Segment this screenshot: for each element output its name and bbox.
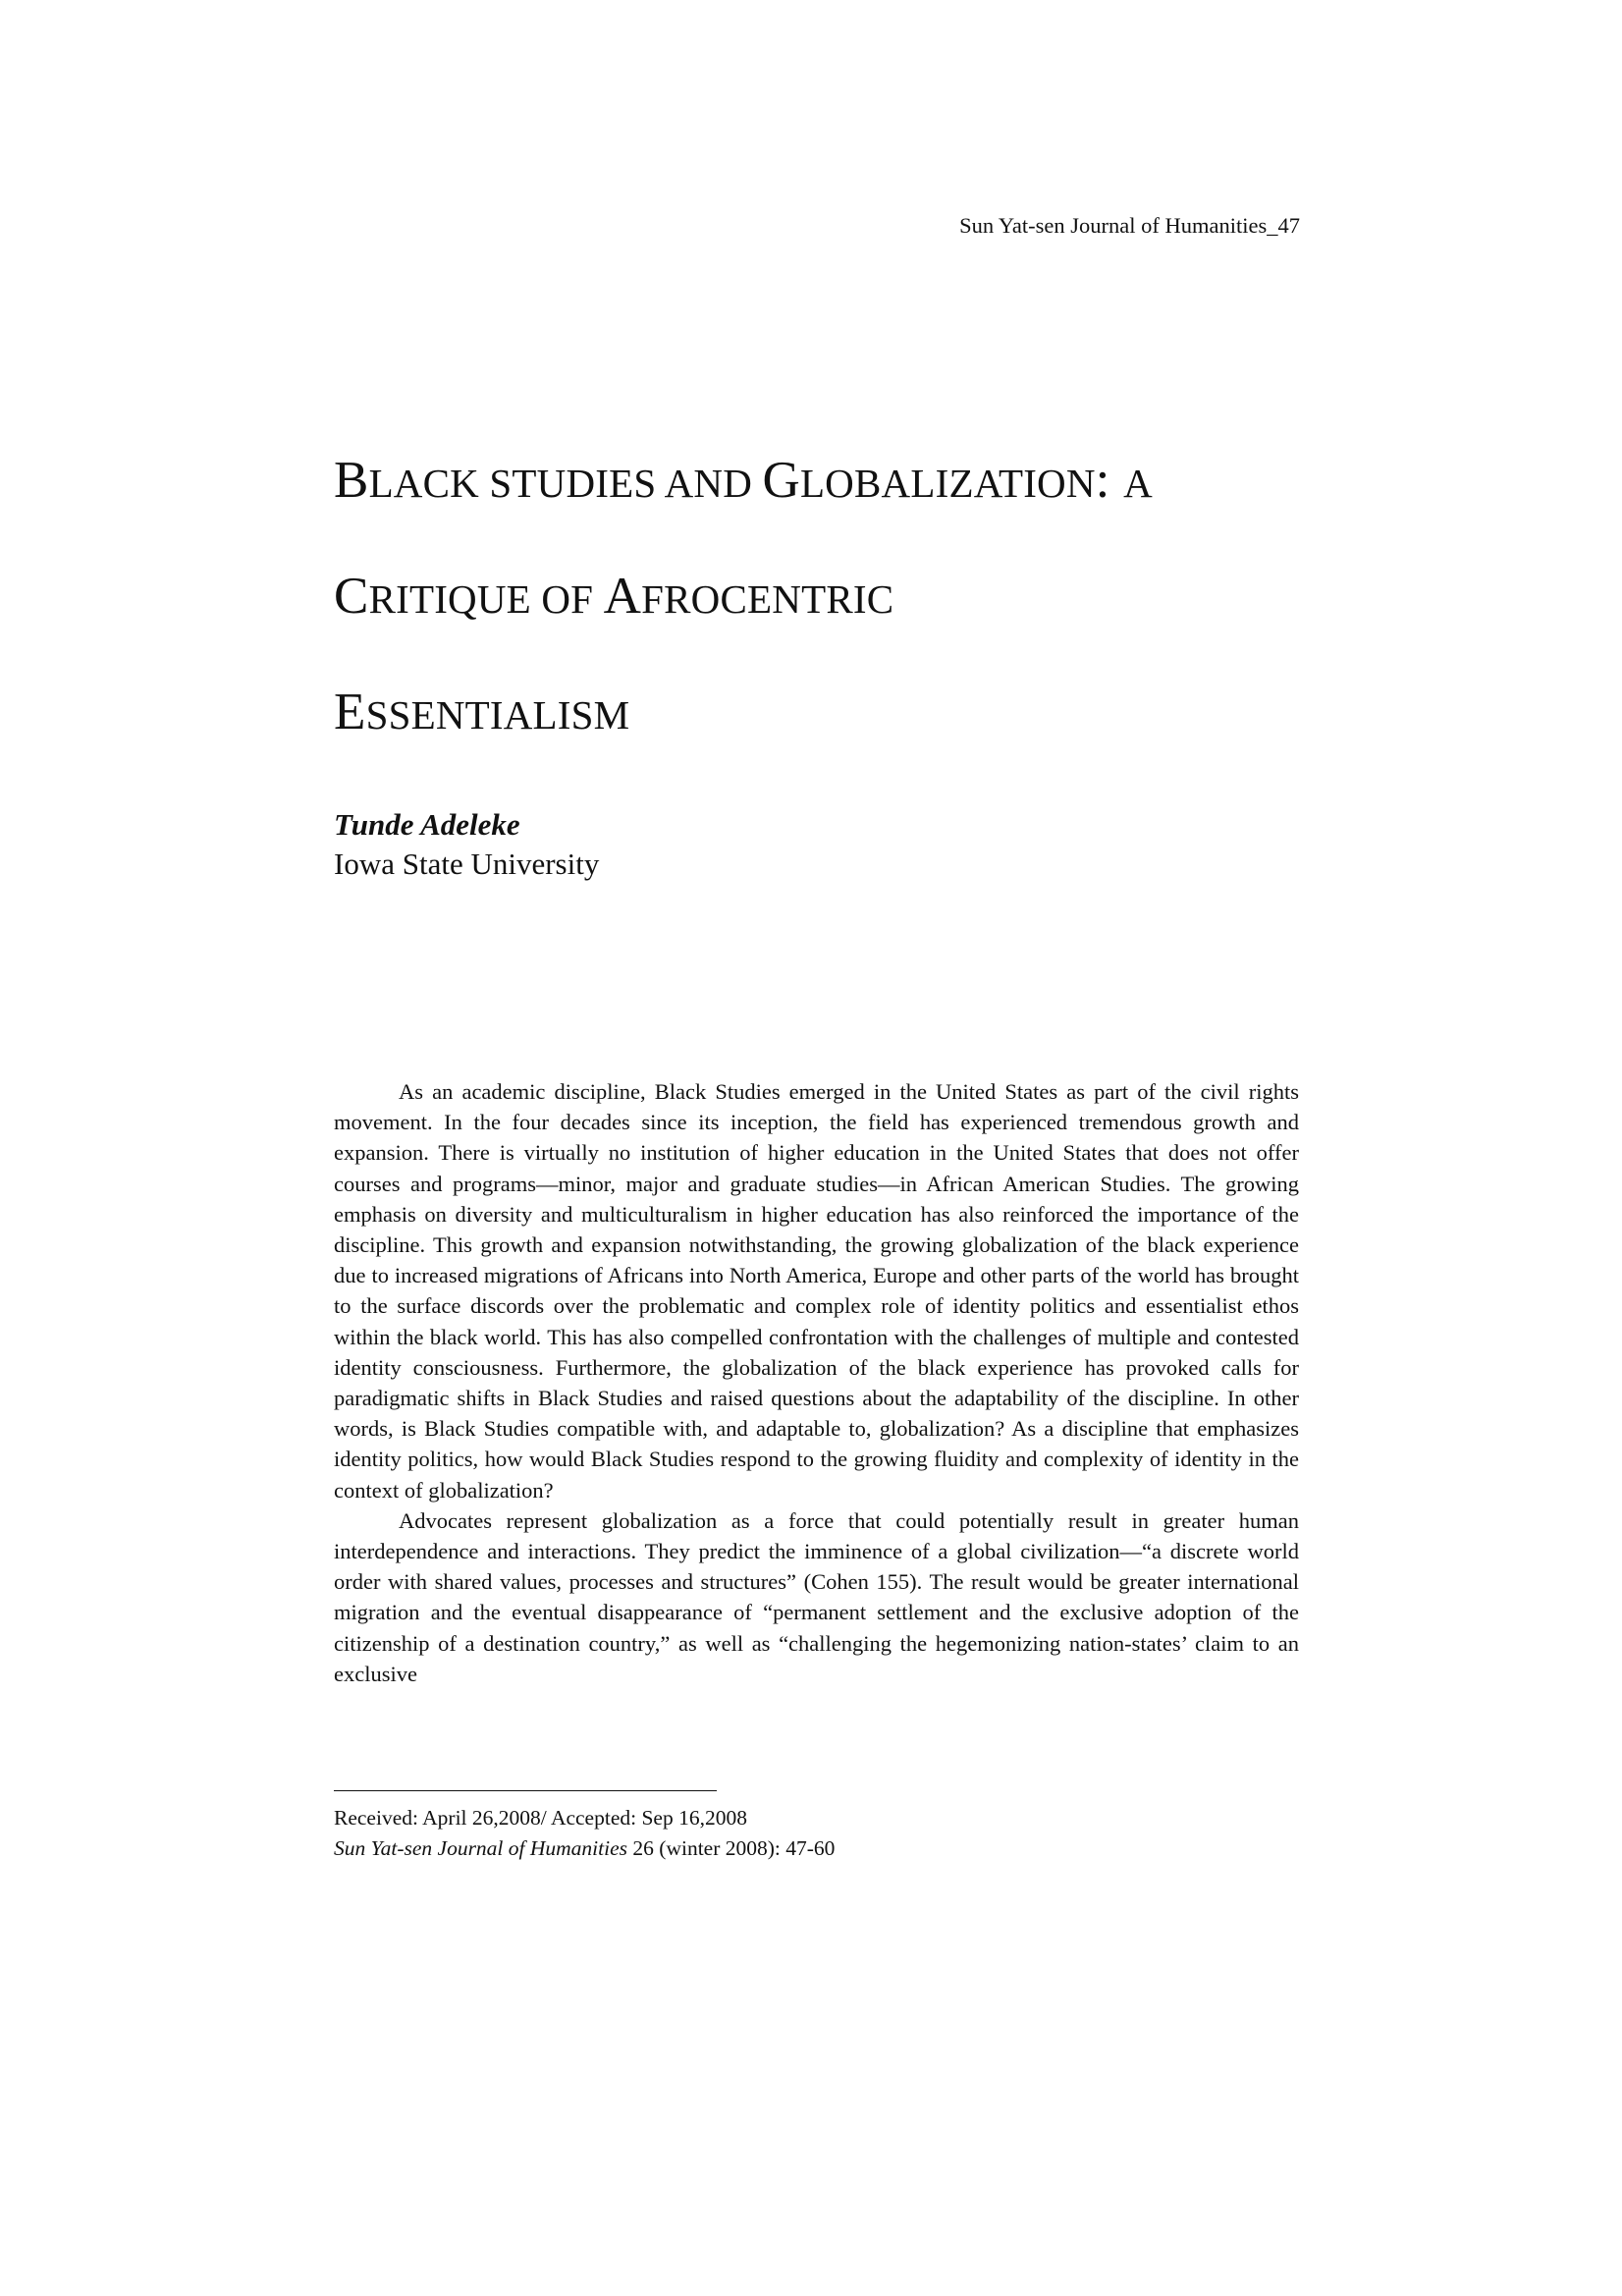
title-line: [334, 656, 1316, 772]
title-small-caps: LACK STUDIES AND: [368, 461, 763, 506]
title-cap: G: [762, 452, 800, 509]
title-small-caps: FROCENTRIC: [641, 576, 894, 622]
title-small-caps: LOBALIZATION: [799, 461, 1096, 506]
title-cap: B: [334, 452, 369, 509]
footnote: [334, 1803, 835, 1864]
title-small-caps: A: [1123, 461, 1153, 506]
body-paragraph: As an academic discipline, Black Studies emerged in the United States as part of the civil rights movement. In the four decades since its inception, the field has experienced tremendous growth and expansion. There is virtually no institution of higher education in the United States that does not offer courses and programs—minor, major and graduate studies—in African American Studies. The growing emphasis on diversity and multiculturalism in higher education has also reinforced the importance of the discipline. This growth and expansion notwithstanding, the growing globalization of the black experience due to increased migrations of Africans into North America, Europe and other parts of the world has brought to the surface discords over the problematic and complex role of identity politics and essentialist ethos within the black world. This has also compelled confrontation with the challenges of multiple and contested identity consciousness. Furthermore, the globalization of the black experience has provoked calls for paradigmatic shifts in Black Studies and raised questions about the adaptability of the discipline. In other words, is Black Studies compatible with, and adaptable to, globalization? As a discipline that emphasizes identity politics, how would Black Studies respond to the growing fluidity and complexity of identity in the context of globalization?: [334, 1079, 1299, 1503]
title-line: [334, 424, 1316, 540]
article-body: [334, 1076, 1299, 1689]
title-cap: C: [334, 568, 369, 625]
citation-details: 26 (winter 2008): 47-60: [627, 1836, 836, 1860]
body-paragraph: Advocates represent globalization as a force that could potentially result in greater human interdependence and interactions. They predict the imminence of a global civilization—“a discrete world order with shared values, processes and structures” (Cohen 155). The result would be greater international migration and the eventual disappearance of “permanent settlement and the exclusive adoption of the citizenship of a destination country,” as well as “challenging the hegemonizing nation-states’ claim to an exclusive: [334, 1507, 1299, 1686]
title-cap: :: [1095, 452, 1124, 509]
article-title: [334, 424, 1316, 772]
title-cap: A: [603, 568, 642, 625]
author-name: Tunde Adeleke: [334, 807, 520, 842]
journal-citation: [334, 1833, 835, 1864]
journal-name: Sun Yat-sen Journal of Humanities: [334, 1836, 628, 1860]
received-accepted-dates: Received: April 26,2008/ Accepted: Sep 16,2008: [334, 1806, 747, 1830]
title-cap: E: [334, 683, 366, 740]
running-head: Sun Yat-sen Journal of Humanities_47: [959, 213, 1300, 238]
title-small-caps: SSENTIALISM: [365, 692, 630, 738]
title-line: [334, 540, 1316, 656]
footnote-rule: [334, 1790, 717, 1791]
title-small-caps: RITIQUE OF: [368, 576, 604, 622]
author-affiliation: Iowa State University: [334, 847, 600, 881]
